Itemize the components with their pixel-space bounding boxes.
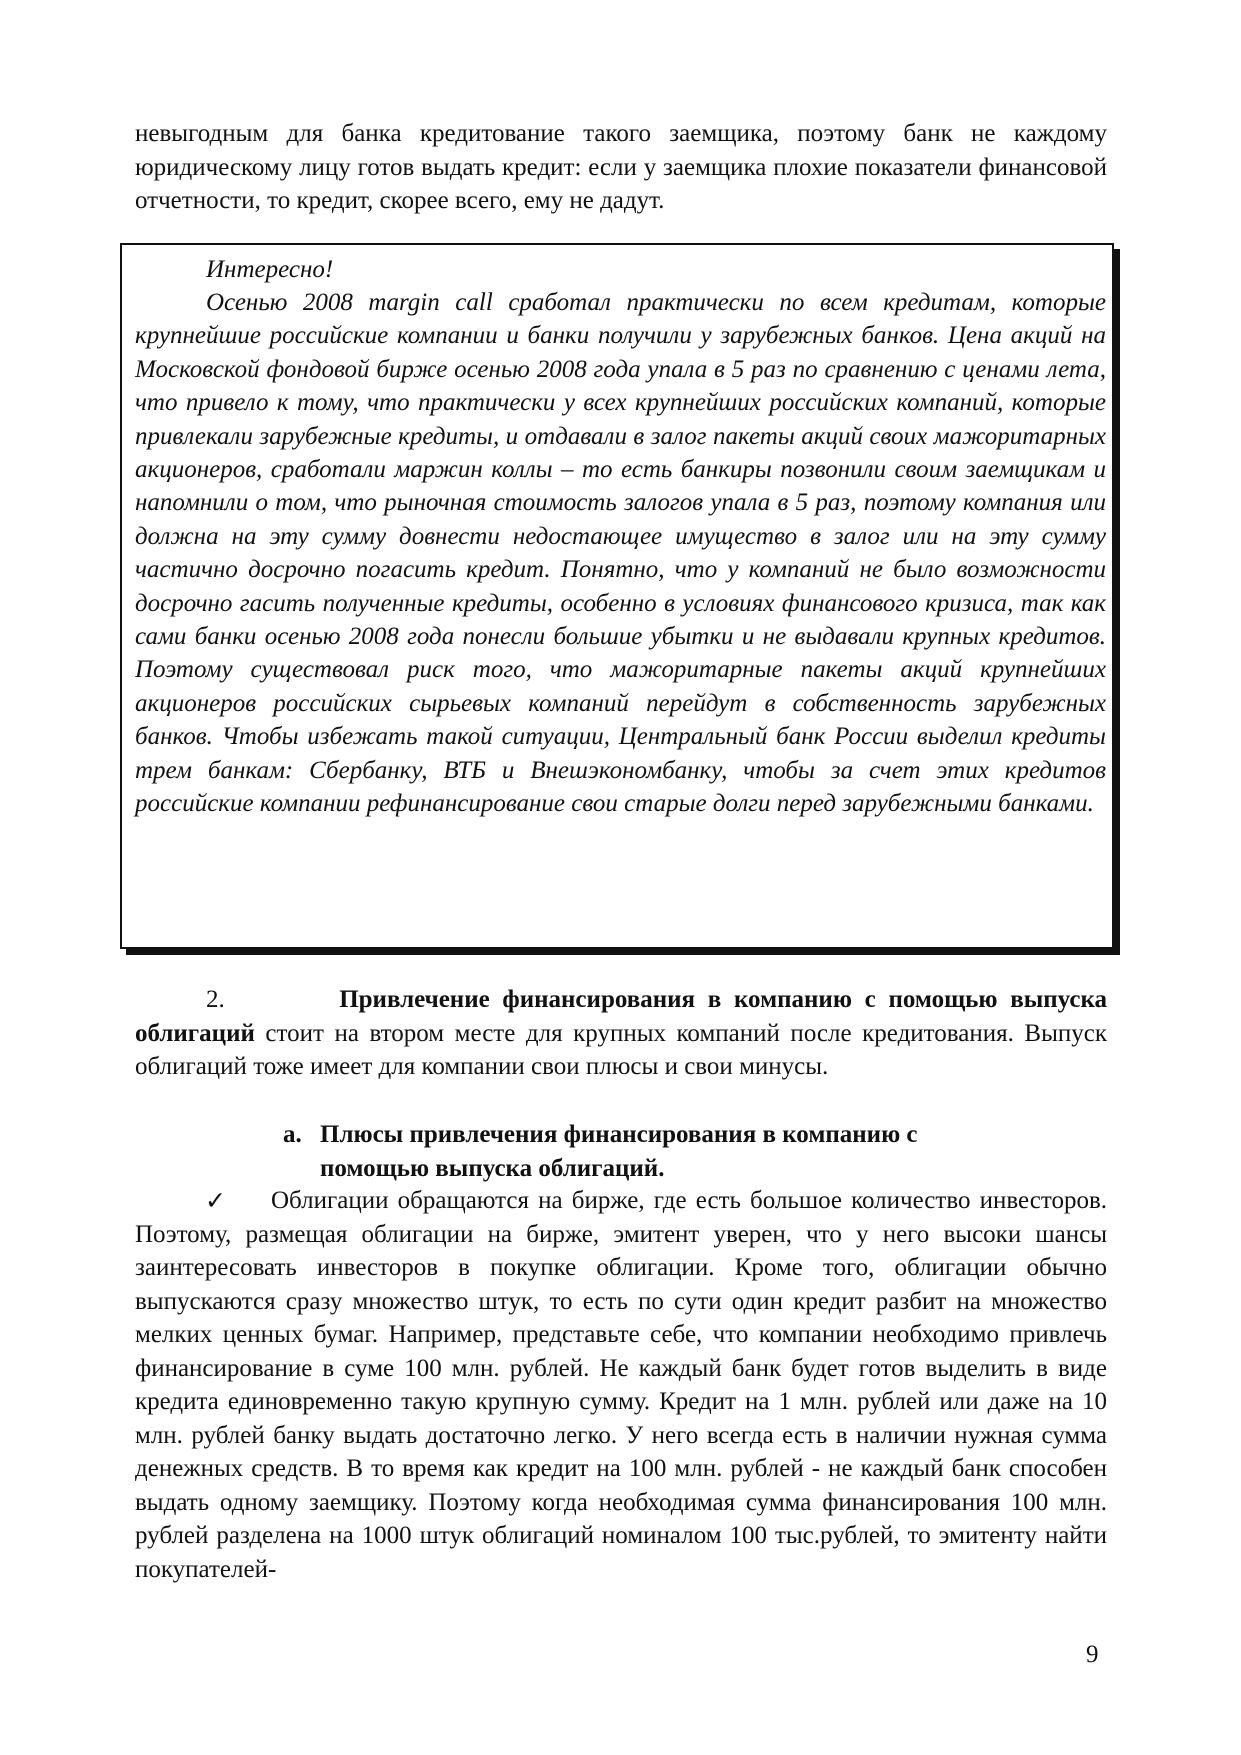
- bullet-paragraph: Облигации обращаются на бирже, где есть большое количество инвесторов. Поэтому, размещая облигации на бирже, эмитент уверен, что у него высоки шансы заинтересовать инвесторов в покупке облигации. Кроме того, облигации обычно выпускаются сразу множество штук, то есть по сути один кредит разбит на множество мелких ценных бумаг. Например, представьте себе, что компании необходимо привлечь финансирование в суме 100 млн. рублей. Не каждый банк будет готов выделить в виде кредита единовременно такую крупную сумму. Кредит на 1 млн. рублей или даже на 10 млн. рублей банку выдать достаточно легко. У него всегда есть в наличии нужная сумма денежных средств. В то время как кредит на 100 млн. рублей - не каждый банк способен выдать одному заемщику. Поэтому когда необходимая сумма финансирования 100 млн. рублей разделена на 1000 штук облигаций номиналом 100 тыс.рублей, то эмитенту найти покупателей-: [135, 1187, 1107, 1583]
- interesting-note-box: [120, 243, 1114, 949]
- subheading-line-1: Плюсы привлечения финансирования в компанию с: [320, 1121, 918, 1148]
- section-2-text: стоит на втором месте для крупных компаний после кредитования. Выпуск облигаций тоже имеет для компании свои плюсы и свои минусы.: [135, 1019, 1107, 1080]
- intro-paragraph: невыгодным для банка кредитование такого заемщика, поэтому банк не каждому юридическому лицу готов выдать кредит: если у заемщика плохие показатели финансовой отчетности, то кредит, скорее всего, ему не дадут.: [135, 120, 1107, 214]
- note-body: Осенью 2008 margin call сработал практически по всем кредитам, которые крупнейшие российские компании и банки получили у зарубежных банков. Цена акций на Московской фондовой бирже осенью 2008 года упала в 5 раз по сравнению с ценами лета, что привело к тому, что практически у всех крупнейших российских компаний, которые привлекали зарубежные кредиты, и отдавали в залог пакеты акций своих мажоритарных акционеров, сработали маржин коллы – то есть банкиры позвонили своим заемщикам и напомнили о том, что рыночная стоимость залогов упала в 5 раз, поэтому компания или должна на эту сумму довнести недостающее имущество в залог или на эту сумму частично досрочно погасить кредит. Понятно, что у компаний не было возможности досрочно гасить полученные кредиты, особенно в условиях финансового кризиса, так как сами банки осенью 2008 года понесли большие убытки и не выдавали крупных кредитов. Поэтому существовал риск того, что мажоритарные пакеты акций крупнейших акционеров российских сырьевых компаний перейдут в собственность зарубежных банков. Чтобы избежать такой ситуации, Центральный банк России выделил кредиты трем банкам: Сбербанку, ВТБ и Внешэкономбанку, чтобы за счет этих кредитов российские компании рефинансирование свои старые долги перед зарубежными банками.: [135, 289, 1106, 818]
- subheading-pros: [283, 1118, 1043, 1185]
- subheading-line-2: помощью выпуска облигаций.: [320, 1154, 665, 1182]
- checkmark-icon: ✓: [205, 1186, 226, 1215]
- section-2-bold-heading: Привлечение финансирования в компанию с помощью выпуска облигаций: [135, 986, 1108, 1047]
- page-number: 9: [1086, 1641, 1099, 1668]
- section-2-number: 2.: [206, 986, 225, 1013]
- subheading-marker: a.: [283, 1121, 302, 1148]
- section-2-paragraph: [135, 983, 1107, 1084]
- note-title: Интересно!: [206, 256, 334, 283]
